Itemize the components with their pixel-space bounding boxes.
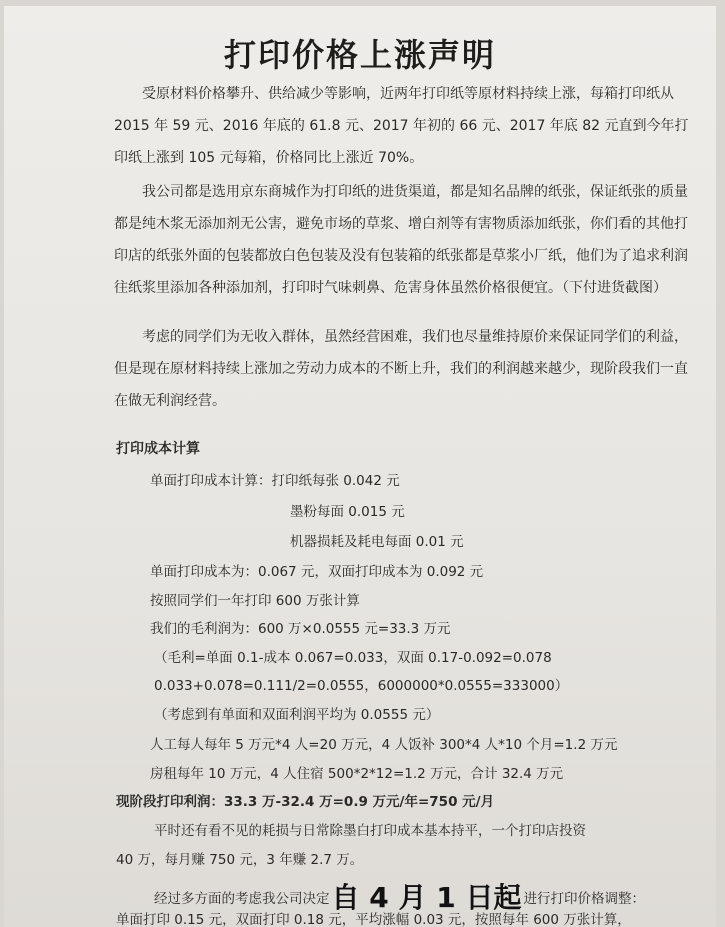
paragraph-3 [114, 321, 689, 417]
paragraph-1 [114, 78, 689, 174]
cost-line-6: 我们的毛利润为：600 万×0.0555 元=33.3 万元 [150, 621, 451, 637]
notice-pre: 经过多方面的考虑我公司决定 [154, 891, 330, 907]
paragraph-2 [114, 176, 689, 304]
paragraph-3-text: 考虑的同学们为无收入群体，虽然经营困难，我们也尽量维持原价来保证同学们的利益，但是现在原材料持续上涨加之劳动力成本的不断上升，我们的利润越来越少，现阶段我们一直在做无利润经营。 [114, 329, 688, 409]
profit-value: 33.3 万-32.4 万=0.9 万元/年=750 元/月 [224, 794, 495, 810]
cost-line-4: 单面打印成本为：0.067 元，双面打印成本为 0.092 元 [150, 564, 484, 580]
page-title: 打印价格上涨声明 [223, 36, 496, 74]
cost-line-7: （毛利=单面 0.1-成本 0.067=0.033，双面 0.17-0.092=0.078 [154, 650, 552, 666]
paragraph-2-text: 我公司都是选用京东商城作为打印纸的进货渠道，都是知名品牌的纸张，保证纸张的质量都是纯木浆无添加剂无公害，避免市场的草浆、增白剂等有害物质添加纸张，你们看的其他打印店的纸张外面的包装都放白色包装及没有包装箱的纸张都是草浆小厂纸，他们为了追求利润往纸浆里添加各种添加剂，打印时气味刺鼻、危害身体虽然价格很便宜。（下付进货截图） [114, 184, 688, 296]
profit-line [116, 790, 494, 810]
paragraph-1-text: 受原材料价格攀升、供给减少等影响，近两年打印纸等原材料持续上涨，每箱打印纸从 2015 年 59 元、2016 年底的 61.8 元、2017 年初的 66 元、2017 年底 82 元直到今年打印纸上涨到 105 元每箱，价格同比上涨近 70%。 [114, 86, 689, 166]
cost-line-10: 人工每人每年 5 万元*4 人=20 万元，4 人饭补 300*4 人*10 个月=1.2 万元 [150, 737, 618, 753]
cost-line-9: （考虑到有单面和双面利润平均为 0.0555 元） [154, 707, 440, 723]
cost-heading: 打印成本计算 [116, 441, 200, 457]
cost-line-3: 机器损耗及耗电每面 0.01 元 [290, 534, 464, 550]
cost-line-8: 0.033+0.078=0.111/2=0.0555，6000000*0.0555=333000） [154, 678, 569, 694]
notice-sheet [4, 6, 716, 927]
cost-line-2: 墨粉每面 0.015 元 [290, 504, 405, 520]
notice-date: 自 4 月 1 日起 [331, 881, 522, 914]
cost-line-13: 平时还有看不见的耗损与日常除墨白打印成本基本持平，一个打印店投资 [154, 823, 586, 839]
cost-line-11: 房租每年 10 万元，4 人住宿 500*2*12=1.2 万元，合计 32.4 万元 [150, 766, 564, 782]
notice-last-line: 单面打印 0.15 元，双面打印 0.18 元，平均涨幅 0.03 元，按照每年 600 万张计算， [116, 912, 631, 927]
cost-line-1: 单面打印成本计算：打印纸每张 0.042 元 [150, 473, 400, 489]
profit-label: 现阶段打印利润： [116, 794, 224, 810]
cost-line-14: 40 万，每月赚 750 元，3 年赚 2.7 万。 [116, 852, 364, 868]
notice-post: 进行打印价格调整： [523, 891, 645, 907]
cost-line-5: 按照同学们一年打印 600 万张计算 [150, 593, 360, 609]
